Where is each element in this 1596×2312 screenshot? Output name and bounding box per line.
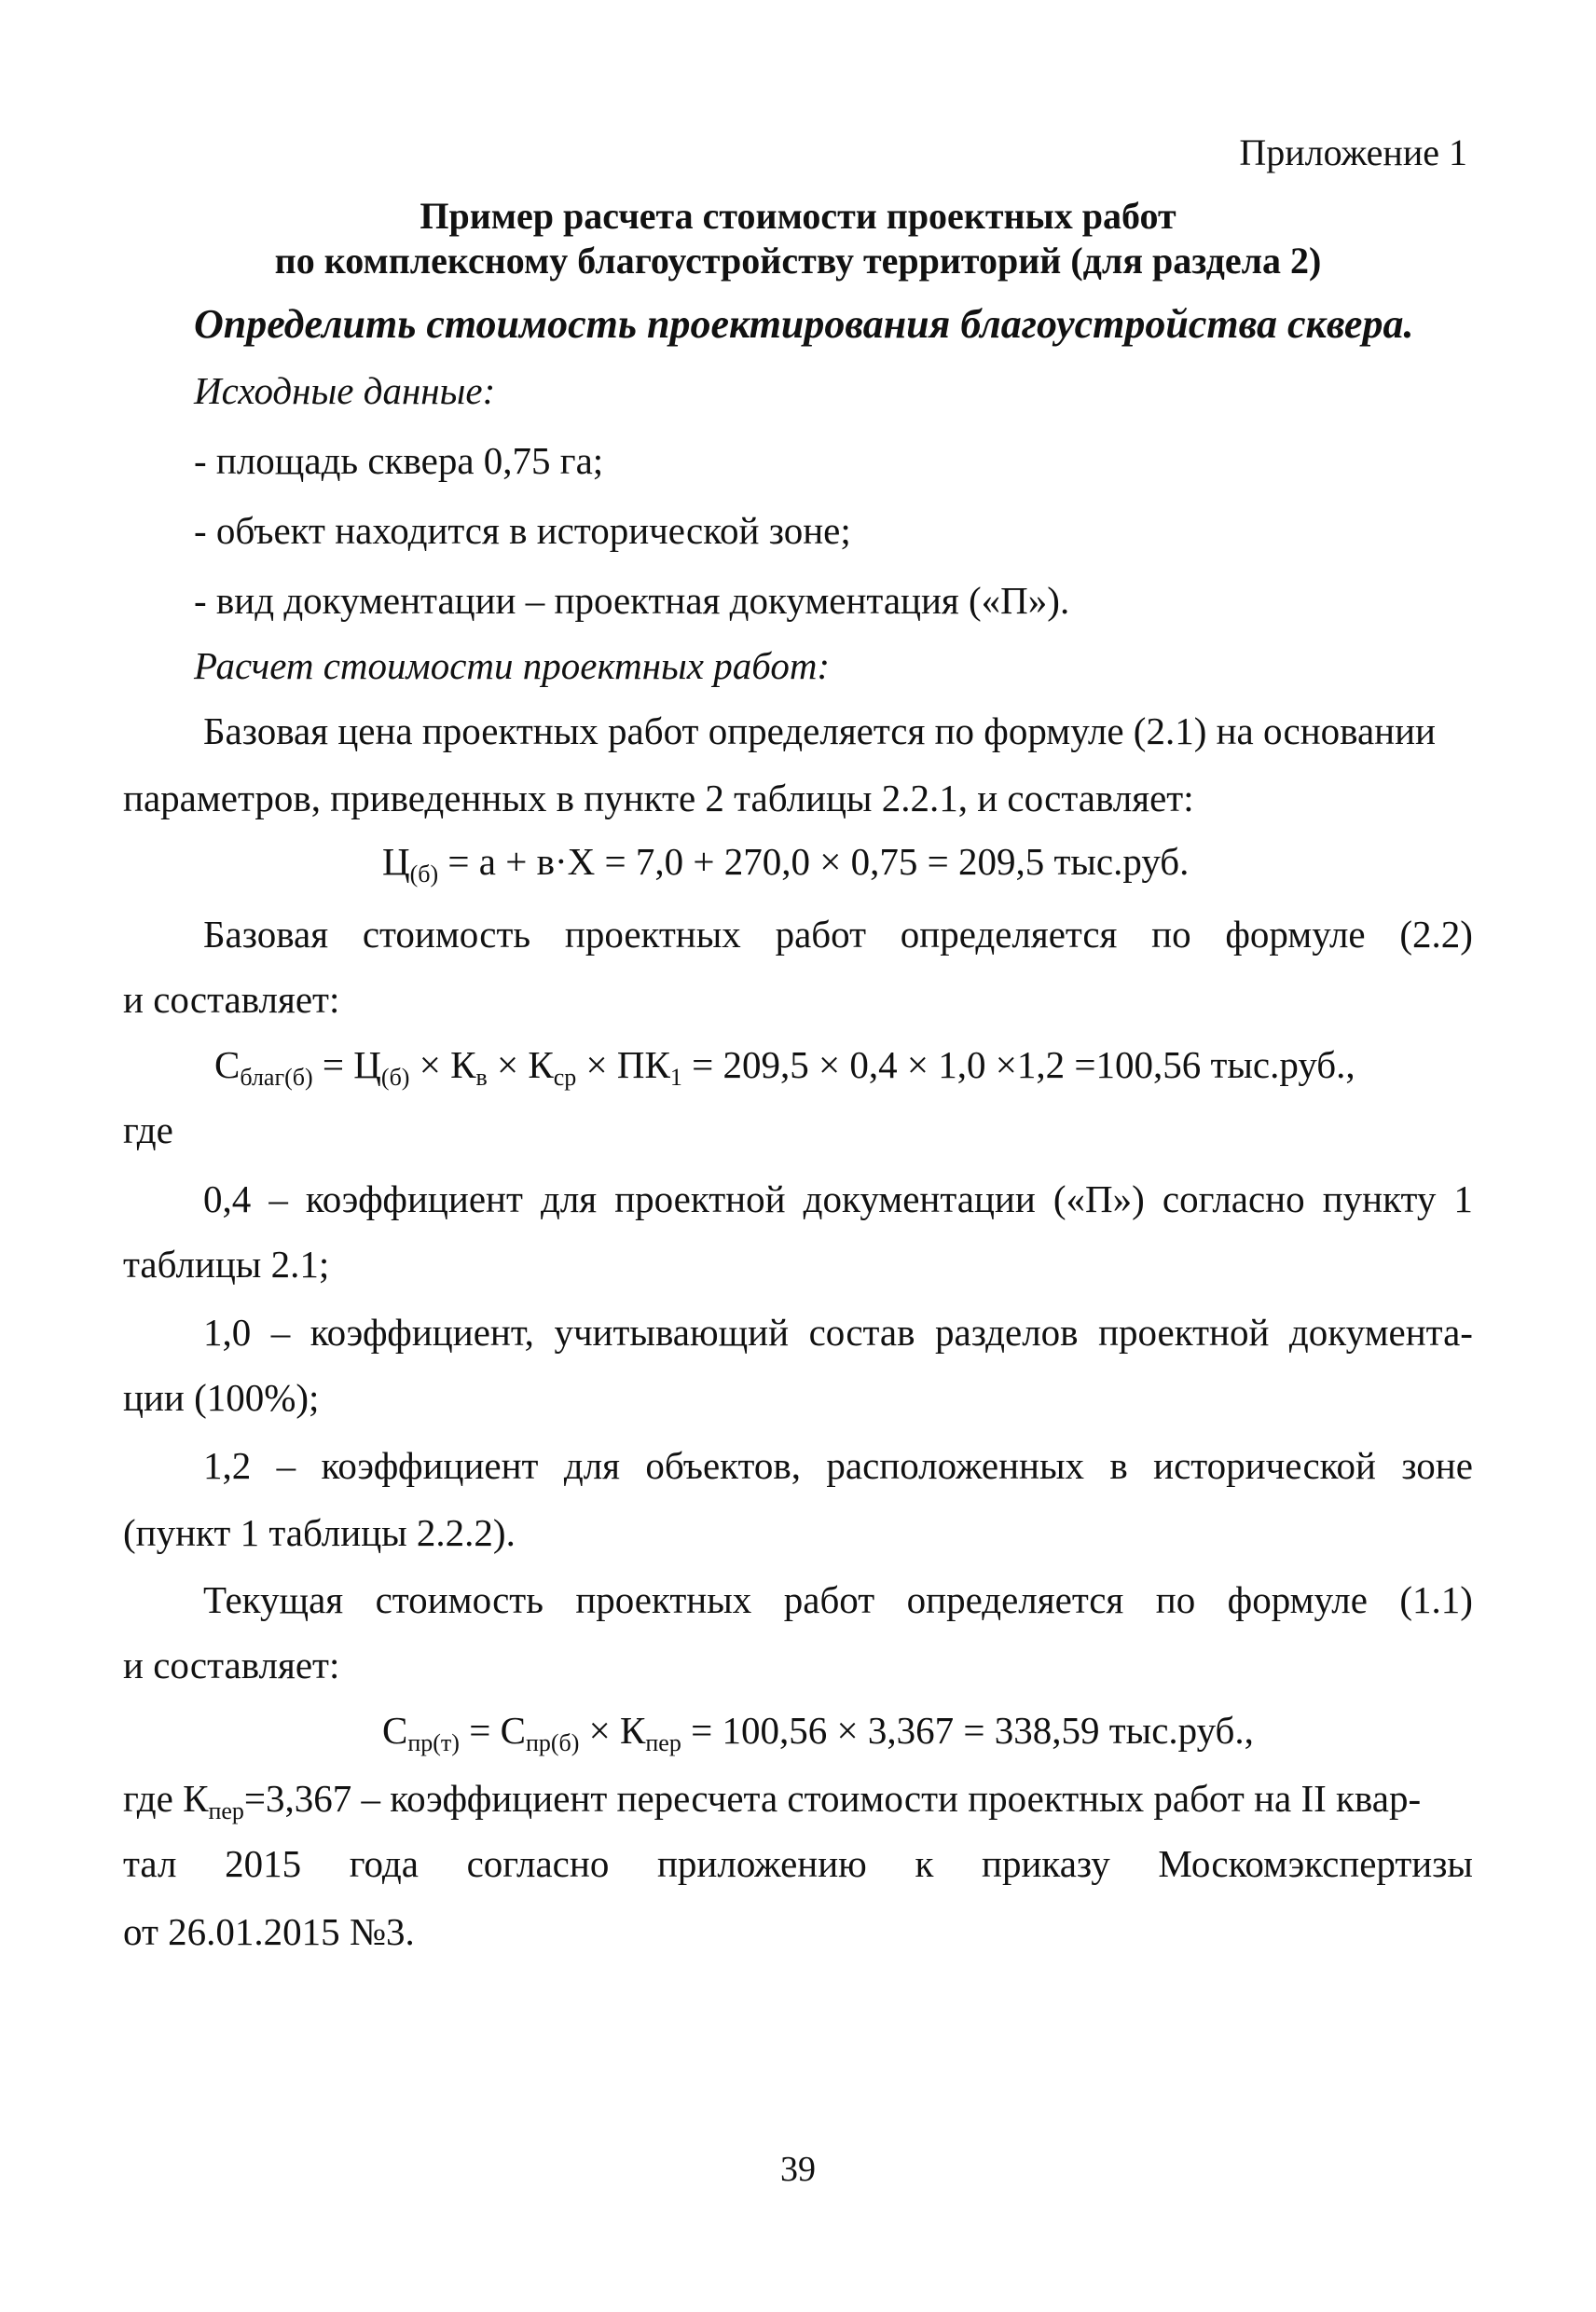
formula-subscript: 1: [669, 1064, 682, 1091]
title-line-2: по комплексному благоустройству территорий (для раздела 2): [274, 240, 1322, 282]
word: тал: [123, 1842, 177, 1885]
paragraph-recalc-line-3: от 26.01.2015 №3.: [123, 1910, 415, 1953]
word: 1,0: [203, 1311, 252, 1354]
word: исторической: [1153, 1444, 1376, 1487]
word: определяется: [906, 1578, 1124, 1621]
word: формуле: [1227, 1578, 1368, 1621]
paragraph-current-cost-line-1: [203, 1577, 1473, 1622]
formula-result: = 209,5 × 0,4 × 1,0 ×1,2 =100,56 тыс.руб.,: [681, 1043, 1355, 1086]
formula-base-price-rhs: = а + в·Х = 7,0 + 270,0 × 0,75 = 209,5 тыс.руб.: [438, 840, 1190, 883]
paragraph-recalc-line-2: [123, 1841, 1473, 1886]
word: в: [1109, 1444, 1128, 1487]
word: проектных: [564, 913, 741, 956]
word: 2015: [225, 1842, 302, 1885]
word: проектной: [614, 1177, 786, 1220]
formula-symbol: С: [214, 1043, 241, 1086]
paragraph-base-cost-line-1: [203, 912, 1473, 956]
word: года: [349, 1842, 419, 1885]
text-run: где К: [123, 1777, 209, 1820]
word: документа-: [1288, 1311, 1473, 1354]
word: («П»): [1053, 1177, 1145, 1220]
source-item-zone: - объект находится в исторической зоне;: [194, 509, 851, 552]
word: зоне: [1401, 1444, 1473, 1487]
formula-subscript: пр(т): [407, 1729, 460, 1756]
formula-subscript: ср: [553, 1064, 577, 1091]
word: работ: [775, 913, 866, 956]
formula-symbol: × К: [409, 1043, 476, 1086]
word: проектной: [1098, 1311, 1270, 1354]
word: состав: [808, 1311, 915, 1354]
word: учитывающий: [554, 1311, 790, 1354]
word: Базовая: [203, 913, 329, 956]
coefficient-3-line-1: [203, 1443, 1473, 1488]
paragraph-recalc-line-1: [123, 1776, 1422, 1824]
formula-base-cost: [214, 1042, 1355, 1091]
source-item-area: - площадь сквера 0,75 га;: [194, 439, 604, 482]
word: приложению: [656, 1842, 867, 1885]
word: (1.1): [1399, 1578, 1473, 1621]
formula-result: = 100,56 × 3,367 = 338,59 тыс.руб.,: [681, 1709, 1254, 1752]
formula-base-price-lhs: Ц: [382, 840, 410, 883]
coefficient-2-line-1: [203, 1310, 1473, 1355]
formula-subscript: пер: [208, 1797, 244, 1824]
word: –: [276, 1444, 296, 1487]
word: стоимость: [362, 913, 531, 956]
text-run: =3,367 – коэффициент пересчета стоимости проектных работ на II квар-: [243, 1777, 1422, 1820]
formula-current-cost: [382, 1708, 1254, 1756]
appendix-label: Приложение 1: [1239, 131, 1467, 173]
formula-base-price: [382, 839, 1190, 888]
word: Москомэкспертизы: [1158, 1842, 1473, 1885]
paragraph-base-price-line-2: параметров, приведенных в пункте 2 таблицы 2.2.1, и составляет:: [123, 777, 1194, 819]
word: формуле: [1225, 913, 1366, 956]
word: приказу: [982, 1842, 1110, 1885]
word: (2.2): [1399, 913, 1473, 956]
word: коэффициент: [305, 1177, 523, 1220]
where-label: где: [123, 1108, 173, 1151]
formula-symbol: × К: [579, 1709, 646, 1752]
word: проектных: [575, 1578, 752, 1621]
word: стоимость: [375, 1578, 543, 1621]
word: для: [563, 1444, 621, 1487]
word: документации: [803, 1177, 1036, 1220]
formula-subscript: пр(б): [525, 1729, 580, 1756]
word: –: [268, 1177, 288, 1220]
word: согласно: [1162, 1177, 1305, 1220]
word: коэффициент,: [310, 1311, 534, 1354]
paragraph-current-cost-line-2: и составляет:: [123, 1644, 340, 1686]
coefficient-2-line-2: ции (100%);: [123, 1376, 320, 1419]
word: расположенных: [826, 1444, 1085, 1487]
word: для: [540, 1177, 598, 1220]
paragraph-base-price-line-1: Базовая цена проектных работ определяется по формуле (2.1) на основании: [203, 709, 1436, 752]
paragraph-base-cost-line-2: и составляет:: [123, 978, 340, 1021]
word: пункту: [1322, 1177, 1437, 1220]
formula-subscript: (б): [380, 1064, 410, 1091]
formula-subscript: пер: [645, 1729, 681, 1756]
word: 1: [1453, 1177, 1473, 1220]
task-statement: Определить стоимость проектирования благоустройства сквера.: [194, 301, 1414, 347]
formula-subscript: в: [475, 1064, 488, 1091]
title-line-1: Пример расчета стоимости проектных работ: [420, 195, 1176, 237]
formula-symbol: × К: [487, 1043, 554, 1086]
word: объектов,: [645, 1444, 802, 1487]
word: согласно: [466, 1842, 610, 1885]
word: по: [1155, 1578, 1196, 1621]
word: –: [270, 1311, 291, 1354]
word: коэффициент: [321, 1444, 539, 1487]
word: 0,4: [203, 1177, 252, 1220]
formula-symbol: С: [382, 1709, 408, 1752]
formula-subscript: благ(б): [240, 1064, 313, 1091]
word: определяется: [900, 913, 1118, 956]
calculation-heading: Расчет стоимости проектных работ:: [194, 644, 831, 687]
word: работ: [783, 1578, 875, 1621]
formula-symbol: = Ц: [312, 1043, 381, 1086]
source-data-heading: Исходные данные:: [194, 369, 496, 412]
coefficient-1-line-2: таблицы 2.1;: [123, 1243, 330, 1286]
formula-symbol: × ПК: [576, 1043, 670, 1086]
word: 1,2: [203, 1444, 252, 1487]
word: по: [1151, 913, 1191, 956]
page-number: 39: [780, 2150, 816, 2189]
word: Текущая: [203, 1578, 344, 1621]
source-item-doc-type: - вид документации – проектная документация («П»).: [194, 579, 1070, 622]
coefficient-3-line-2: (пункт 1 таблицы 2.2.2).: [123, 1511, 516, 1554]
word: разделов: [935, 1311, 1079, 1354]
formula-symbol: = С: [459, 1709, 526, 1752]
coefficient-1-line-1: [203, 1177, 1473, 1221]
formula-base-price-sub: (б): [409, 860, 439, 888]
word: к: [915, 1842, 934, 1885]
